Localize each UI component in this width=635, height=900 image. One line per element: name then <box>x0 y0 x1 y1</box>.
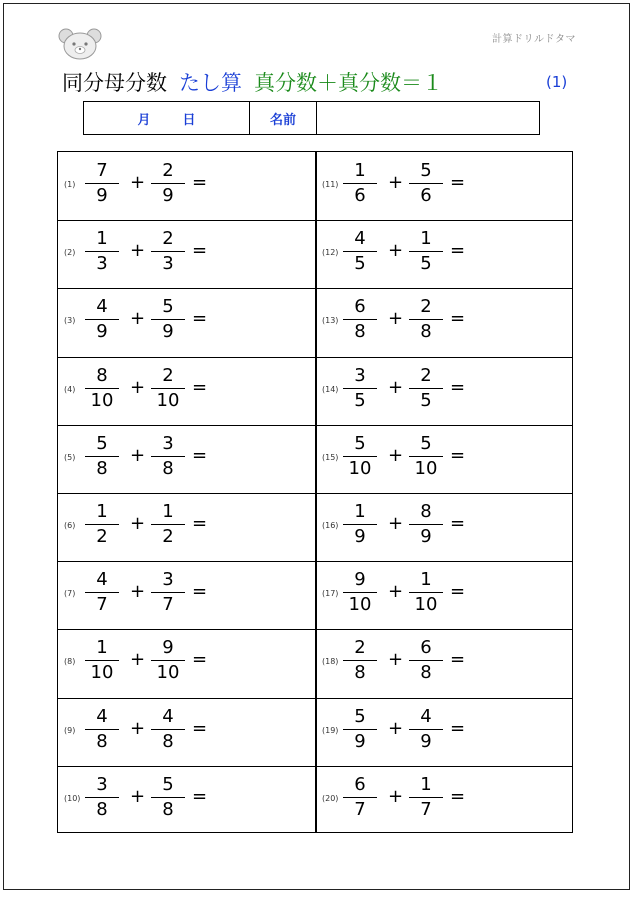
fraction-a <box>85 228 119 275</box>
problem-number: (13) <box>322 316 339 326</box>
fraction-bar <box>151 388 185 389</box>
denominator: 8 <box>420 321 432 343</box>
fraction-bar <box>343 319 377 320</box>
denominator: 6 <box>420 185 432 206</box>
fraction-b <box>409 501 443 548</box>
fraction-b <box>151 774 185 821</box>
fraction-bar <box>343 729 377 730</box>
fraction-b <box>151 569 185 616</box>
denominator: 9 <box>162 321 174 343</box>
fraction-b <box>409 228 443 275</box>
denominator: 5 <box>354 389 366 411</box>
problem-cell[interactable] <box>316 561 573 629</box>
fraction-a <box>85 637 119 684</box>
numerator: 6 <box>354 773 366 795</box>
numerator: 6 <box>420 637 432 659</box>
fraction-a <box>85 296 119 343</box>
denominator: 10 <box>348 457 372 479</box>
title-topic: 同分母分数 <box>62 71 167 95</box>
fraction-b <box>151 228 185 275</box>
numerator: 1 <box>420 569 432 591</box>
fraction-b <box>409 637 443 684</box>
equals-sign: = <box>450 240 466 262</box>
fraction-a <box>85 365 119 412</box>
problem-number: (8) <box>64 657 76 667</box>
fraction-a <box>85 501 119 548</box>
fraction-bar <box>343 797 377 798</box>
numerator: 5 <box>162 773 174 795</box>
numerator: 5 <box>162 296 174 318</box>
problem-number: (15) <box>322 452 339 462</box>
fraction-b <box>409 160 443 207</box>
equals-sign: = <box>192 513 208 534</box>
denominator: 9 <box>420 730 432 752</box>
plus-sign: + <box>388 785 404 807</box>
plus-sign: + <box>388 308 404 330</box>
plus-sign: + <box>388 444 404 466</box>
fraction-a <box>85 569 119 616</box>
fraction-bar <box>151 183 185 184</box>
numerator: 2 <box>354 637 366 659</box>
fraction-a <box>343 706 377 753</box>
fraction-a <box>343 160 377 207</box>
fraction-bar <box>409 251 443 252</box>
problem-cell[interactable] <box>316 288 573 356</box>
problem-number: (17) <box>322 589 339 599</box>
fraction-bar <box>409 592 443 593</box>
fraction-b <box>151 637 185 684</box>
fraction-bar <box>409 183 443 184</box>
fraction-bar <box>151 456 185 457</box>
fraction-b <box>409 433 443 480</box>
fraction-b <box>409 774 443 821</box>
denominator: 8 <box>162 730 174 752</box>
denominator: 3 <box>162 253 174 275</box>
fraction-a <box>343 637 377 684</box>
plus-sign: + <box>130 785 146 807</box>
equals-sign: = <box>192 308 208 330</box>
numerator: 1 <box>162 501 174 522</box>
plus-sign: + <box>388 376 404 398</box>
denominator: 2 <box>96 526 108 547</box>
fraction-bar <box>409 797 443 798</box>
fraction-bar <box>409 319 443 320</box>
fraction-bar <box>409 524 443 525</box>
equals-sign: = <box>192 785 208 807</box>
numerator: 2 <box>420 296 432 318</box>
denominator: 10 <box>156 662 180 684</box>
fraction-bar <box>409 456 443 457</box>
fraction-a <box>343 774 377 821</box>
problem-cell[interactable] <box>316 357 573 425</box>
numerator: 1 <box>354 160 366 181</box>
plus-sign: + <box>388 581 404 603</box>
plus-sign: + <box>130 513 146 534</box>
equals-sign: = <box>450 717 466 739</box>
denominator: 7 <box>162 594 174 616</box>
denominator: 9 <box>354 730 366 752</box>
date-field[interactable] <box>84 102 250 134</box>
plus-sign: + <box>388 717 404 739</box>
name-field[interactable] <box>317 102 539 134</box>
numerator: 3 <box>354 364 366 386</box>
fraction-bar <box>151 524 185 525</box>
sheet-number: (1) <box>546 73 568 91</box>
fraction-a <box>343 365 377 412</box>
problem-number: (2) <box>64 248 76 258</box>
fraction-bar <box>151 251 185 252</box>
numerator: 1 <box>96 501 108 522</box>
problem-cell[interactable] <box>316 493 573 561</box>
denominator: 2 <box>162 526 174 547</box>
denominator: 7 <box>354 798 366 820</box>
plus-sign: + <box>130 581 146 603</box>
problem-number: (14) <box>322 384 339 394</box>
problem-cell[interactable] <box>316 766 573 834</box>
equals-sign: = <box>450 376 466 398</box>
fraction-bar <box>151 660 185 661</box>
denominator: 8 <box>96 730 108 752</box>
equals-sign: = <box>450 444 466 466</box>
denominator: 5 <box>354 253 366 275</box>
fraction-bar <box>409 660 443 661</box>
fraction-bar <box>343 388 377 389</box>
problem-number: (5) <box>64 452 76 462</box>
problem-cell[interactable] <box>58 698 315 766</box>
numerator: 5 <box>354 705 366 727</box>
fraction-bar <box>85 183 119 184</box>
plus-sign: + <box>130 649 146 671</box>
numerator: 8 <box>96 364 108 386</box>
problem-number: (1) <box>64 180 76 189</box>
denominator: 10 <box>90 662 114 684</box>
problem-number: (9) <box>64 725 76 735</box>
fraction-bar <box>343 660 377 661</box>
equals-sign: = <box>450 785 466 807</box>
fraction-a <box>343 433 377 480</box>
numerator: 2 <box>162 160 174 181</box>
problem-cell[interactable] <box>316 220 573 288</box>
denominator: 8 <box>96 457 108 479</box>
problem-number: (16) <box>322 521 339 530</box>
problem-cell[interactable] <box>58 493 315 561</box>
denominator: 9 <box>96 321 108 343</box>
fraction-bar <box>85 251 119 252</box>
numerator: 1 <box>96 637 108 659</box>
numerator: 5 <box>420 432 432 454</box>
fraction-b <box>409 365 443 412</box>
problem-cell[interactable] <box>316 698 573 766</box>
numerator: 1 <box>354 501 366 522</box>
denominator: 8 <box>96 798 108 820</box>
plus-sign: + <box>130 717 146 739</box>
numerator: 1 <box>420 228 432 250</box>
problem-cell[interactable] <box>58 357 315 425</box>
problem-cell[interactable] <box>58 629 315 697</box>
numerator: 1 <box>96 228 108 250</box>
equals-sign: = <box>192 649 208 671</box>
plus-sign: + <box>130 444 146 466</box>
numerator: 1 <box>420 773 432 795</box>
denominator: 8 <box>162 457 174 479</box>
numerator: 3 <box>96 773 108 795</box>
fraction-a <box>85 433 119 480</box>
problem-number: (11) <box>322 180 339 189</box>
plus-sign: + <box>388 240 404 262</box>
fraction-b <box>151 160 185 207</box>
plus-sign: + <box>130 172 146 193</box>
denominator: 9 <box>354 526 366 547</box>
denominator: 10 <box>156 389 180 411</box>
fraction-b <box>151 296 185 343</box>
problem-cell[interactable] <box>316 152 573 220</box>
denominator: 7 <box>96 594 108 616</box>
problem-number: (10) <box>64 793 81 803</box>
fraction-a <box>85 160 119 207</box>
denominator: 8 <box>420 662 432 684</box>
denominator: 10 <box>348 594 372 616</box>
problem-grid <box>57 151 573 833</box>
problem-cell[interactable] <box>58 220 315 288</box>
denominator: 7 <box>420 798 432 820</box>
equals-sign: = <box>192 376 208 398</box>
equals-sign: = <box>192 240 208 262</box>
numerator: 2 <box>162 228 174 250</box>
equals-sign: = <box>192 717 208 739</box>
denominator: 9 <box>420 526 432 547</box>
fraction-bar <box>85 797 119 798</box>
equals-sign: = <box>450 581 466 603</box>
fraction-b <box>151 433 185 480</box>
fraction-bar <box>85 388 119 389</box>
denominator: 8 <box>354 321 366 343</box>
name-label: 名前 <box>250 102 317 134</box>
denominator: 9 <box>162 185 174 206</box>
numerator: 9 <box>354 569 366 591</box>
equals-sign: = <box>450 308 466 330</box>
title-operation: たし算 <box>179 71 242 95</box>
denominator: 10 <box>90 389 114 411</box>
fraction-bar <box>85 729 119 730</box>
problem-number: (19) <box>322 725 339 735</box>
fraction-bar <box>343 592 377 593</box>
plus-sign: + <box>388 513 404 534</box>
numerator: 5 <box>354 432 366 454</box>
fraction-bar <box>343 456 377 457</box>
numerator: 7 <box>96 160 108 181</box>
fraction-b <box>409 569 443 616</box>
numerator: 9 <box>162 637 174 659</box>
day-label: 日 <box>182 112 196 128</box>
numerator: 3 <box>162 569 174 591</box>
problem-number: (18) <box>322 657 339 667</box>
numerator: 4 <box>162 705 174 727</box>
fraction-bar <box>85 319 119 320</box>
plus-sign: + <box>130 376 146 398</box>
fraction-bar <box>85 524 119 525</box>
equals-sign: = <box>192 444 208 466</box>
fraction-bar <box>85 456 119 457</box>
numerator: 6 <box>354 296 366 318</box>
numerator: 5 <box>420 160 432 181</box>
fraction-bar <box>151 797 185 798</box>
problem-number: (12) <box>322 248 339 258</box>
fraction-bar <box>409 729 443 730</box>
problem-cell[interactable] <box>58 766 315 834</box>
brand-text: 計算ドリルドタマ <box>492 34 576 45</box>
denominator: 8 <box>354 662 366 684</box>
numerator: 4 <box>420 705 432 727</box>
denominator: 5 <box>420 389 432 411</box>
fraction-bar <box>343 251 377 252</box>
equals-sign: = <box>450 649 466 671</box>
problem-cell[interactable] <box>316 425 573 493</box>
problem-cell[interactable] <box>58 152 315 220</box>
fraction-a <box>343 296 377 343</box>
fraction-b <box>409 706 443 753</box>
problem-cell[interactable] <box>58 425 315 493</box>
problem-number: (6) <box>64 521 76 530</box>
denominator: 3 <box>96 253 108 275</box>
equals-sign: = <box>450 172 466 193</box>
fraction-bar <box>343 524 377 525</box>
fraction-bar <box>151 729 185 730</box>
denominator: 10 <box>414 457 438 479</box>
bear-logo-icon <box>57 27 103 61</box>
fraction-b <box>151 501 185 548</box>
fraction-a <box>343 228 377 275</box>
plus-sign: + <box>388 172 404 193</box>
fraction-a <box>343 501 377 548</box>
numerator: 8 <box>420 501 432 522</box>
name-date-bar <box>83 101 540 135</box>
denominator: 8 <box>162 798 174 820</box>
plus-sign: + <box>388 649 404 671</box>
plus-sign: + <box>130 240 146 262</box>
problem-cell[interactable] <box>316 629 573 697</box>
denominator: 5 <box>420 253 432 275</box>
numerator: 4 <box>96 569 108 591</box>
numerator: 2 <box>162 364 174 386</box>
fraction-bar <box>343 183 377 184</box>
fraction-bar <box>85 660 119 661</box>
title-type: 真分数＋真分数＝１ <box>254 71 443 95</box>
problem-number: (7) <box>64 589 76 599</box>
equals-sign: = <box>192 581 208 603</box>
problem-number: (4) <box>64 384 76 394</box>
equals-sign: = <box>450 513 466 534</box>
denominator: 9 <box>96 185 108 206</box>
fraction-b <box>151 706 185 753</box>
numerator: 3 <box>162 432 174 454</box>
denominator: 10 <box>414 594 438 616</box>
fraction-a <box>343 569 377 616</box>
fraction-bar <box>85 592 119 593</box>
numerator: 2 <box>420 364 432 386</box>
fraction-a <box>85 706 119 753</box>
numerator: 4 <box>96 705 108 727</box>
page-title <box>62 67 455 97</box>
numerator: 4 <box>354 228 366 250</box>
numerator: 4 <box>96 296 108 318</box>
problem-cell[interactable] <box>58 288 315 356</box>
equals-sign: = <box>192 172 208 193</box>
problem-number: (3) <box>64 316 76 326</box>
plus-sign: + <box>130 308 146 330</box>
fraction-bar <box>151 592 185 593</box>
problem-cell[interactable] <box>58 561 315 629</box>
numerator: 5 <box>96 432 108 454</box>
fraction-b <box>409 296 443 343</box>
fraction-b <box>151 365 185 412</box>
fraction-bar <box>151 319 185 320</box>
month-label: 月 <box>137 112 151 128</box>
denominator: 6 <box>354 185 366 206</box>
fraction-bar <box>409 388 443 389</box>
fraction-a <box>85 774 119 821</box>
problem-number: (20) <box>322 793 339 803</box>
